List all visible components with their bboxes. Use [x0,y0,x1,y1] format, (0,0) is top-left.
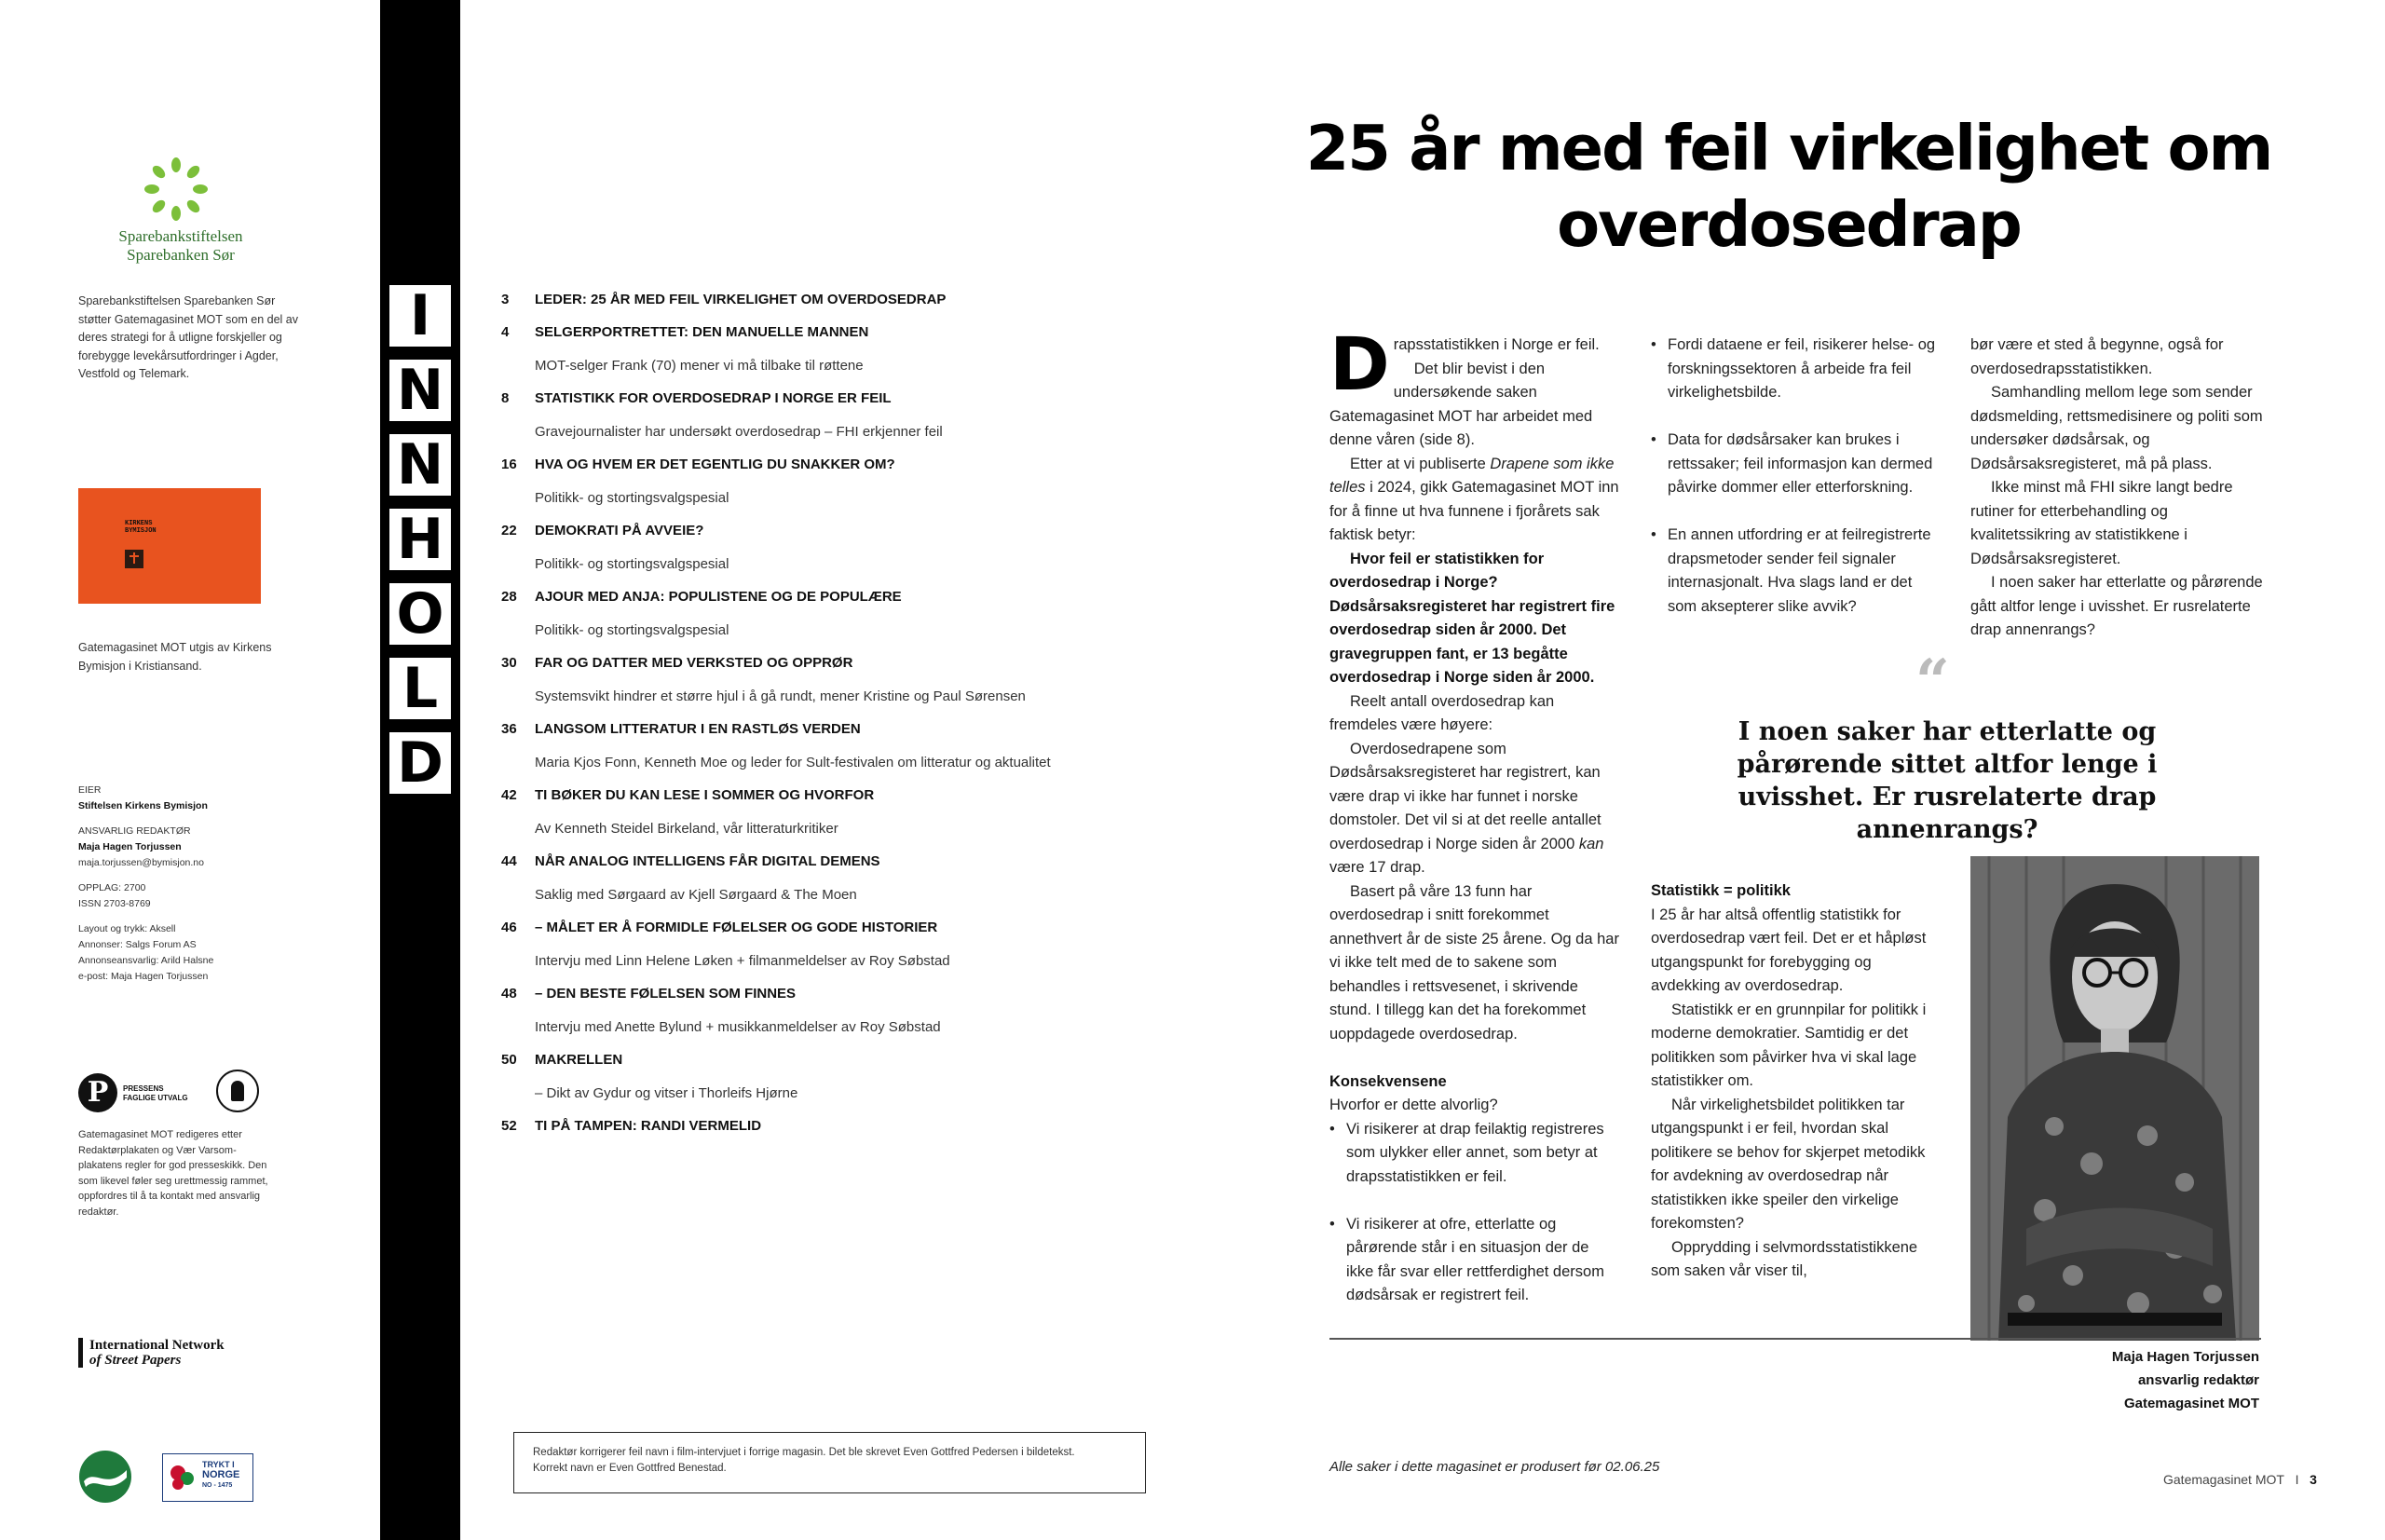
sponsor-name: Sparebankstiftelsen Sparebanken Sør [118,227,243,264]
photo-caption: Maja Hagen Torjussen ansvarlig redaktør Gatemagasinet MOT [2111,1349,2259,1411]
toc-title: – DEN BESTE FØLELSEN SOM FINNES [535,986,797,1002]
toc-subtitle: MOT-selger Frank (70) mener vi må tilbake til røttene [535,358,864,374]
toc-subtitle: Saklig med Sørgaard av Kjell Sørgaard & The Moen [535,887,857,903]
publisher-text: Gatemagasinet MOT utgis av Kirkens Bymisjon i Kristiansand. [78,641,272,673]
colophon-details: EIER Stiftelsen Kirkens Bymisjon ANSVARLIG REDAKTØR Maja Hagen Torjussen maja.torjussen@bymisjon.no OPPLAG: 2700 ISSN 2703-8769 Layout og trykk: Aksell Annonser: Salgs Forum AS Annonseansvarlig: Arild Halsne e-post: Maja Hagen Torjussen [78,784,214,982]
toc-page-number: 30 [501,655,517,671]
section-heading: Konsekvensene [1329,1072,1447,1090]
toc-page-number: 28 [501,589,517,605]
article-column-2-top [1651,334,1940,643]
innhold-letter: H [389,509,451,570]
toc-page-number: 3 [501,292,510,307]
church-icon [125,546,143,568]
innhold-letter: L [389,658,451,719]
article-column-3: bør være et sted å begynne, også for overdosedrapsstatistikken. Samhandling mellom lege som sender dødsmelding, rettsmedisinere og politi som undersøker dødsårsak, og Dødsårsaksregisteret, må på plass. Ikke minst må FHI sikre langt bedre rutiner for etterbehandling og kvalitetssikring av statistikkene i Dødsårsaksregisteret. I noen saker har etterlatte og pårørende gått altfor lenge i uvisshet. Er rusrelaterte drap annenrangs? [1970,336,2263,638]
toc-page-number: 22 [501,523,517,538]
production-note: Alle saker i dette magasinet er produsert før 02.06.25 [1329,1459,1660,1475]
press-text: Gatemagasinet MOT redigeres etter Redaktørplakaten og Vær Varsom-plakatens regler for god presseskikk. Den som likevel føler seg urettmessig rammet, oppfordres til å ta kontakt med ansvarlig redaktør. [78,1129,268,1218]
article-column-1: Drapsstatistikken i Norge er feil. Det blir bevist i den undersøkende saken Gatemagasinet MOT har arbeidet med denne våren (side 8). Etter at vi publiserte Drapene som ikke telles i 2024, gikk Gatemagasinet MOT inn for å finne ut hva funnene i fjorårets sak faktisk betyr: Hvor feil er statistikken for overdosedrap i Norge? Dødsårsaksregisteret har registrert fire overdosedrap siden år 2000. Det gravegruppen fant, er 13 begåtte overdosedrap i Norge siden år 2000. Reelt antall overdosedrap kan fremdeles være høyere: Overdosedrapene som Dødsårsaksregisteret har registrert, kan være drap vi ikke har funnet i norske domstoler. Det vil si at det reelle antallet overdosedrap i Norge siden år 2000 kan være 17 drap. Basert på våre 13 funn har overdosedrap i snitt forekommet annethvert år de siste 25 årene. Og da har vi ikke telt med de to sakene som behandles i rettsvesenet, i skrivende stund. I tillegg kan det ha forekommet uoppdagede overdosedrap. Konsekvensene Hvorfor er dette alvorlig? • Vi risikerer at drap feilaktig registreres som ulykker eller annet, som betyr at drapsstatistikken er feil. • Vi risikerer at ofre, etterlatte og pårørende står i en situasjon der de ikke får svar eller rettferdighet dersom dødsårsak er registrert feil. [1329,334,1620,1331]
list-item: • Fordi dataene er feil, risikerer helse- og forskningssektoren å arbeide fra feil virkelighetsbilde. [1651,334,1940,405]
trykt-i-norge-flower-icon [167,1462,198,1493]
toc-subtitle: Politikk- og stortingsvalgspesial [535,490,729,506]
toc-page-number: 44 [501,853,517,869]
page-folio: Gatemagasinet MOT I 3 [2163,1472,2317,1487]
toc-title: TI PÅ TAMPEN: RANDI VERMELID [535,1118,762,1134]
toc-title: LANGSOM LITTERATUR I EN RASTLØS VERDEN [535,721,861,737]
innhold-letter: D [389,732,451,794]
article-headline: 25 år med feil virkelighet om overdosedrap [1305,112,2272,261]
redaktorplakaten-logo-icon [216,1070,259,1112]
toc-title: – MÅLET ER Å FORMIDLE FØLELSER OG GODE HISTORIER [535,920,938,935]
toc-page-number: 52 [501,1118,517,1134]
pfu-logo-icon: P [78,1073,117,1112]
toc-page-number: 42 [501,787,517,803]
toc-title: AJOUR MED ANJA: POPULISTENE OG DE POPULÆRE [535,589,902,605]
toc-subtitle: Maria Kjos Fonn, Kenneth Moe og leder for Sult-festivalen om litteratur og aktualitet [535,755,1051,770]
toc-subtitle: Intervju med Linn Helene Løken + filmanmeldelser av Roy Søbstad [535,953,950,969]
insp-logo-bar-icon [78,1338,83,1368]
toc-page-number: 48 [501,986,517,1002]
list-item: • Vi risikerer at ofre, etterlatte og pårørende står i en situasjon der de ikke får svar eller rettferdighet dersom dødsårsak er registrert feil. [1329,1213,1620,1308]
toc-title: HVA OG HVEM ER DET EGENTLIG DU SNAKKER OM? [535,457,895,472]
swan-ecolabel-icon [78,1450,132,1504]
list-item: • Data for dødsårsaker kan brukes i rettssaker; feil informasjon kan dermed påvirke dommer eller etterforskning. [1651,429,1940,500]
drop-cap: D [1329,323,1390,407]
correction-box: Redaktør korrigerer feil navn i film-intervjuet i forrige magasin. Det ble skrevet Even Gottfred Pedersen i bildetekst. Korrekt navn er Even Gottfred Benestad. [513,1432,1146,1493]
toc-title: TI BØKER DU KAN LESE I SOMMER OG HVORFOR [535,787,875,803]
toc-title: MAKRELLEN [535,1052,623,1068]
toc-title: NÅR ANALOG INTELLIGENS FÅR DIGITAL DEMENS [535,853,880,869]
innhold-letter: I [389,285,451,347]
toc-title: DEMOKRATI PÅ AVVEIE? [535,523,704,538]
sparebankstiftelsen-logo-icon [143,157,209,222]
toc-title: SELGERPORTRETTET: DEN MANUELLE MANNEN [535,324,869,340]
quote-mark-icon: “ [1915,647,1950,716]
toc-subtitle: Av Kenneth Steidel Birkeland, vår litteraturkritiker [535,821,838,837]
sponsor-text: Sparebankstiftelsen Sparebanken Sør støtter Gatemagasinet MOT som en del av deres strategi for å utligne forskjeller og forebygge levekårsutfordringer i Agder, Vestfold og Telemark. [78,294,298,380]
list-item: • Vi risikerer at drap feilaktig registreres som ulykker eller annet, som betyr at drapsstatistikken er feil. [1329,1118,1620,1190]
toc-subtitle: – Dikt av Gydur og vitser i Thorleifs Hjørne [535,1085,798,1101]
toc-page-number: 46 [501,920,517,935]
trykt-i-norge-logo: TRYKT I NORGE NO - 1475 [162,1453,253,1502]
section-heading: Statistikk = politikk [1651,882,1791,899]
insp-logo: International Network of Street Papers [89,1338,225,1368]
article-column-2-bottom: Statistikk = politikk I 25 år har altså offentlig statistikk for overdosedrap vært feil. Det er et håpløst utgangspunkt for forebygging og avdekking av overdosedrap. Statistikk er en grunnpilar for politikk i moderne demokratier. Samtidig er det politikken som påvirker hva vi skal lage statistikker om. Når virkelighetsbildet politikken tar utgangspunkt i er feil, hvordan skal politikere se behov for skjerpet metodikk for avdekning av overdosedrap når statistikken ikke speiler den virkelige forekomsten? Opprydding i selvmordsstatistikkene som saken vår viser til, [1651,879,1940,1284]
toc-title: FAR OG DATTER MED VERKSTED OG OPPRØR [535,655,853,671]
toc-page-number: 8 [501,390,510,406]
toc-title: LEDER: 25 ÅR MED FEIL VIRKELIGHET OM OVERDOSEDRAP [535,292,947,307]
editor-portrait-photo [1970,856,2259,1341]
article-bottom-rule [1329,1338,2261,1340]
toc-subtitle: Gravejournalister har undersøkt overdosedrap – FHI erkjenner feil [535,424,943,440]
pfu-label: PRESSENS FAGLIGE UTVALG [123,1084,188,1102]
page-number: 3 [2310,1472,2317,1487]
innhold-letter: N [389,360,451,421]
toc-page-number: 16 [501,457,517,472]
list-item: • En annen utfordring er at feilregistrerte drapsmetoder sender feil signaler internasjonalt. Hva slags land er det som aksepterer slike avvik? [1651,524,1940,619]
innhold-letter: O [389,583,451,645]
innhold-letter: N [389,434,451,496]
pull-quote: I noen saker har etterlatte og pårørende sittet altfor lenge i uvisshet. Er rusrelaterte drap annenrangs? [1737,717,2158,844]
toc-subtitle: Intervju med Anette Bylund + musikkanmeldelser av Roy Søbstad [535,1019,941,1035]
toc-page-number: 36 [501,721,517,737]
toc-subtitle: Politikk- og stortingsvalgspesial [535,556,729,572]
toc-page-number: 50 [501,1052,517,1068]
kirkens-bymisjon-logo: KIRKENS BYMISJON [78,488,261,604]
toc-page-number: 4 [501,324,510,340]
toc-title: STATISTIKK FOR OVERDOSEDRAP I NORGE ER FEIL [535,390,892,406]
toc-subtitle: Politikk- og stortingsvalgspesial [535,622,729,638]
toc-subtitle: Systemsvikt hindrer et større hjul i å gå rundt, mener Kristine og Paul Sørensen [535,688,1026,704]
